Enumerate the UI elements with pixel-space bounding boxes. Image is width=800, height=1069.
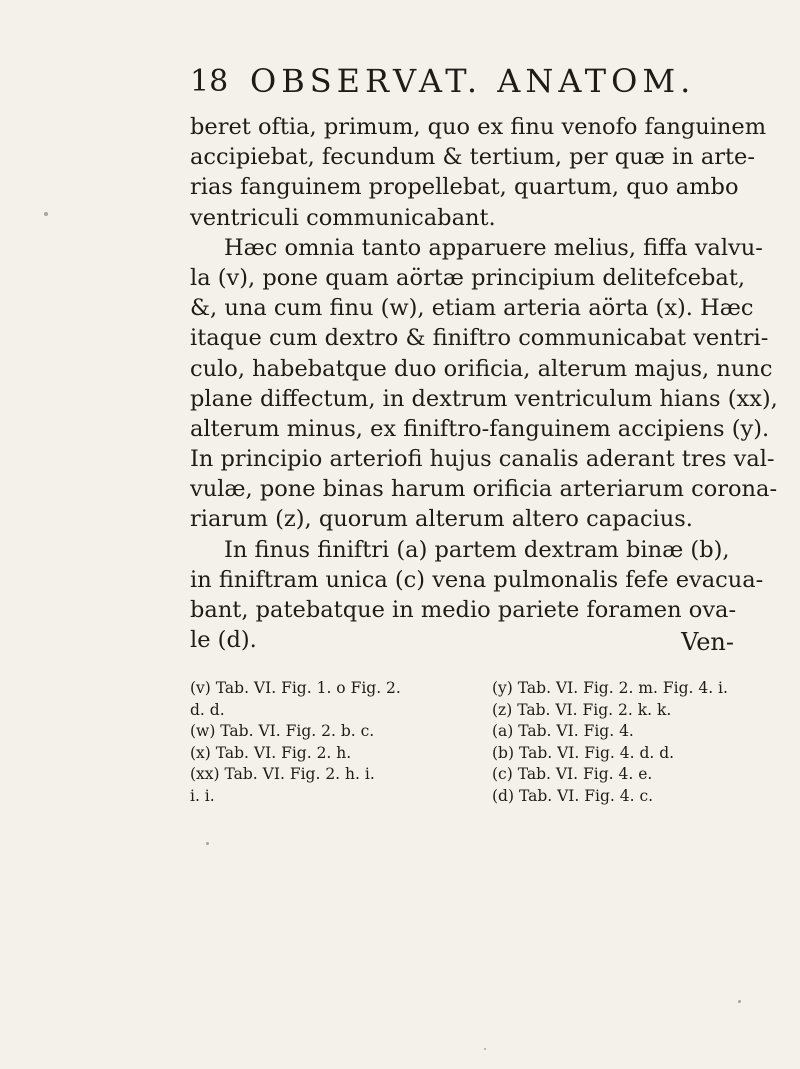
catchword: Ven-	[681, 628, 734, 656]
text-line: vulæ, pone binas harum orificia arteriarum corona-	[190, 476, 778, 503]
page-header	[190, 60, 750, 108]
text-line: la (v), pone quam aörtæ principium delitefcebat,	[190, 264, 746, 291]
footnote: i. i.	[190, 786, 215, 805]
footnote: (c) Tab. VI. Fig. 4. e.	[492, 765, 653, 783]
text-line: itaque cum dextro & finiftro communicabat ventri-	[190, 325, 769, 352]
paper-speck	[738, 1000, 741, 1003]
text-line: In principio arteriofi hujus canalis aderant tres val-	[190, 446, 775, 473]
footnote: (a) Tab. VI. Fig. 4.	[492, 722, 634, 740]
text-line: alterum minus, ex finiftro-fanguinem accipiens (y).	[190, 415, 770, 442]
text-line: ventriculi communicabant.	[190, 204, 496, 231]
footnotes-left-column	[190, 678, 401, 807]
text-line: &, una cum finu (w), etiam arteria aörta (x). Hæc	[190, 295, 754, 322]
running-title: OBSERVAT. ANATOM.	[250, 62, 696, 100]
text-line: plane diffectum, in dextrum ventriculum hians (xx),	[190, 385, 778, 412]
footnote: (v) Tab. VI. Fig. 1. o Fig. 2.	[190, 679, 401, 697]
page-number: 18	[190, 64, 229, 99]
footnote: d. d.	[190, 700, 225, 719]
paper-speck	[44, 212, 48, 216]
body-text	[190, 112, 778, 655]
text-line: culo, habebatque duo orificia, alterum majus, nunc	[190, 355, 773, 382]
footnote: (d) Tab. VI. Fig. 4. c.	[492, 786, 654, 805]
text-line: bant, patebatque in medio pariete foramen ova-	[190, 597, 737, 623]
text-line: riarum (z), quorum alterum altero capacius.	[190, 506, 693, 533]
footnote: (b) Tab. VI. Fig. 4. d. d.	[492, 743, 675, 762]
text-line: rias fanguinem propellebat, quartum, quo ambo	[190, 174, 739, 201]
text-line: Hæc omnia tanto apparuere melius, fiffa valvu-	[224, 234, 763, 261]
text-line: beret oftia, primum, quo ex finu venofo fanguinem	[190, 114, 767, 140]
footnote: (x) Tab. VI. Fig. 2. h.	[190, 743, 352, 762]
footnotes-right-column	[492, 678, 728, 807]
paper-speck	[206, 842, 209, 845]
text-line: In finus finiftri (a) partem dextram binæ (b),	[224, 536, 730, 563]
paper-speck	[484, 1048, 486, 1050]
footnote: (xx) Tab. VI. Fig. 2. h. i.	[190, 765, 375, 783]
footnote: (w) Tab. VI. Fig. 2. b. c.	[190, 722, 375, 740]
footnote: (y) Tab. VI. Fig. 2. m. Fig. 4. i.	[492, 679, 728, 697]
text-line: in finiftram unica (c) vena pulmonalis fefe evacua-	[190, 566, 764, 593]
footnote: (z) Tab. VI. Fig. 2. k. k.	[492, 700, 672, 719]
text-line: accipiebat, fecundum & tertium, per quæ in arte-	[190, 144, 755, 171]
text-line: le (d).	[190, 627, 257, 654]
